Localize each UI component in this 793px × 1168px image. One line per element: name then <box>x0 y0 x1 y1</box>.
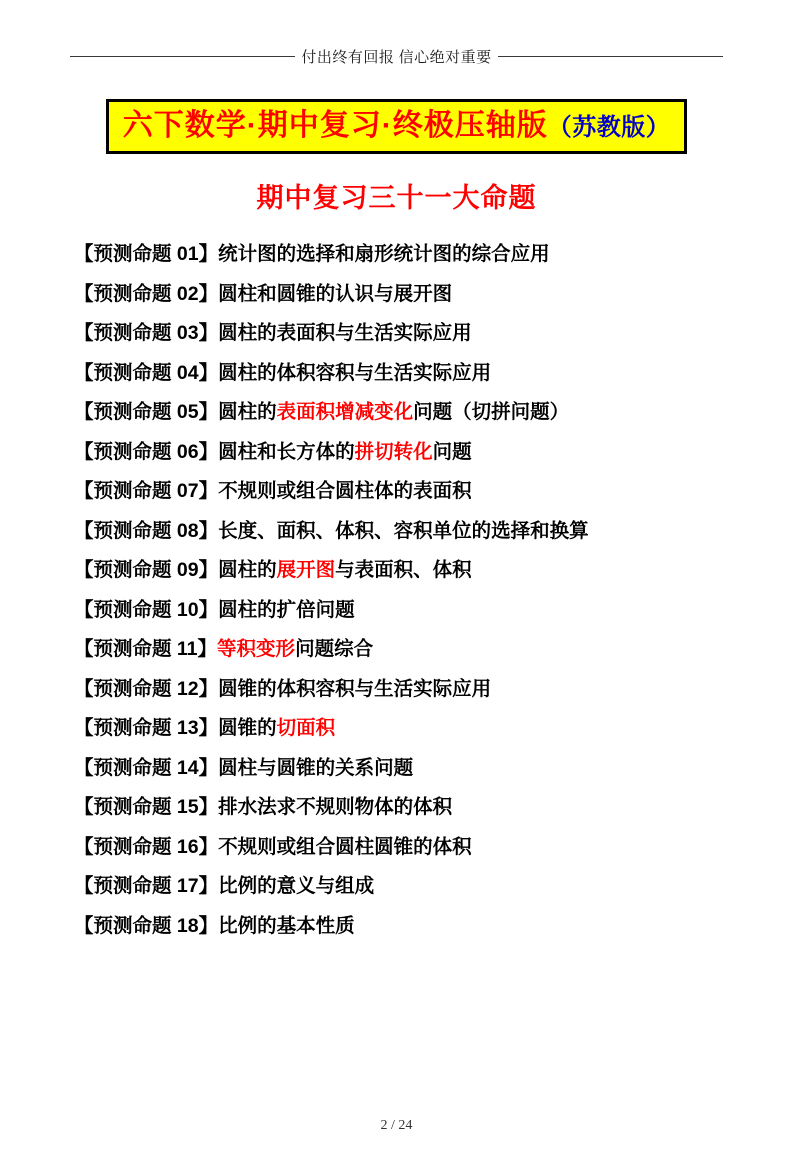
list-item-tag: 【预测命题 07】 <box>74 480 219 502</box>
list-item-tag: 【预测命题 03】 <box>74 322 219 344</box>
list-item-text: 圆柱的体积容积与生活实际应用 <box>218 361 492 384</box>
list-item-tag: 【预测命题 09】 <box>74 559 219 581</box>
list-item <box>74 907 729 947</box>
list-item-text: 问题综合 <box>295 638 374 660</box>
list-item-tag: 【预测命题 02】 <box>74 282 219 305</box>
list-item-text-highlight: 展开图 <box>276 559 336 581</box>
list-item-text: 圆柱的 <box>218 559 277 581</box>
list-item <box>74 433 729 473</box>
list-item-tag: 【预测命题 01】 <box>74 243 219 265</box>
list-item-text: 不规则或组合圆柱体的表面积 <box>218 480 472 502</box>
title-banner-main: 六下数学·期中复习·终极压轴版 <box>122 109 548 142</box>
list-item-text: 问题 <box>432 440 472 463</box>
list-item <box>74 867 729 907</box>
list-item-text: 长度、面积、体积、容积单位的选择和换算 <box>218 519 589 542</box>
title-banner-wrapper <box>0 99 793 154</box>
list-item <box>74 630 729 670</box>
list-item <box>74 275 729 315</box>
list-item <box>74 472 729 512</box>
list-item-tag: 【预测命题 13】 <box>74 717 219 739</box>
list-item <box>74 354 729 394</box>
list-item-tag: 【预测命题 10】 <box>74 598 219 621</box>
list-item-tag: 【预测命题 17】 <box>74 875 219 897</box>
page-header <box>0 46 793 67</box>
list-item-tag: 【预测命题 15】 <box>74 796 219 818</box>
list-item <box>74 709 729 749</box>
list-item <box>74 393 729 433</box>
list-item <box>74 591 729 631</box>
list-item-text-highlight: 拼切转化 <box>354 440 433 463</box>
list-item-tag: 【预测命题 11】 <box>74 638 218 660</box>
list-item-tag: 【预测命题 04】 <box>74 361 219 384</box>
list-item-text: 圆柱与圆锥的关系问题 <box>218 756 414 779</box>
list-item-text: 圆锥的体积容积与生活实际应用 <box>218 677 492 700</box>
list-item-text: 圆柱的 <box>218 401 277 423</box>
list-item <box>74 314 729 354</box>
list-item-tag: 【预测命题 05】 <box>74 401 219 423</box>
list-item-tag: 【预测命题 12】 <box>74 677 219 700</box>
list-item-text: 比例的基本性质 <box>218 914 355 937</box>
list-item <box>74 235 729 275</box>
list-item <box>74 670 729 710</box>
list-item-text: 圆柱和圆锥的认识与展开图 <box>218 282 453 305</box>
list-item-tag: 【预测命题 14】 <box>74 756 219 779</box>
list-item-text: 圆柱和长方体的 <box>218 440 355 463</box>
header-rule-left <box>70 56 295 57</box>
list-item-text-highlight: 表面积增减变化 <box>276 401 414 423</box>
title-banner-sub: （苏教版） <box>547 114 671 141</box>
page-subtitle: 期中复习三十一大命题 <box>256 183 537 213</box>
list-item <box>74 551 729 591</box>
header-slogan: 付出终有回报 信心绝对重要 <box>301 50 492 66</box>
list-item <box>74 788 729 828</box>
list-item-text: 排水法求不规则物体的体积 <box>218 796 453 818</box>
page-footer: 2 / 24 <box>380 1118 413 1133</box>
list-item-text-highlight: 切面积 <box>276 717 336 739</box>
list-item <box>74 749 729 789</box>
list-item-text: 与表面积、体积 <box>335 559 472 581</box>
list-item-text: 圆锥的 <box>218 717 277 739</box>
title-banner <box>106 99 687 154</box>
list-item-text: 统计图的选择和扇形统计图的综合应用 <box>218 243 550 265</box>
prediction-topic-list <box>0 235 793 946</box>
list-item-tag: 【预测命题 18】 <box>74 914 219 937</box>
list-item-tag: 【预测命题 08】 <box>74 519 219 542</box>
list-item <box>74 828 729 868</box>
list-item-text: 圆柱的扩倍问题 <box>218 598 355 621</box>
list-item-text: 问题（切拼问题） <box>413 401 570 423</box>
list-item-text: 比例的意义与组成 <box>218 875 375 897</box>
list-item-tag: 【预测命题 06】 <box>74 440 219 463</box>
list-item-text: 圆柱的表面积与生活实际应用 <box>218 322 472 344</box>
list-item <box>74 512 729 552</box>
list-item-text: 不规则或组合圆柱圆锥的体积 <box>218 835 472 858</box>
list-item-text-highlight: 等积变形 <box>217 638 296 660</box>
document-page <box>0 46 793 1168</box>
header-rule-right <box>498 56 723 57</box>
list-item-tag: 【预测命题 16】 <box>74 835 219 858</box>
